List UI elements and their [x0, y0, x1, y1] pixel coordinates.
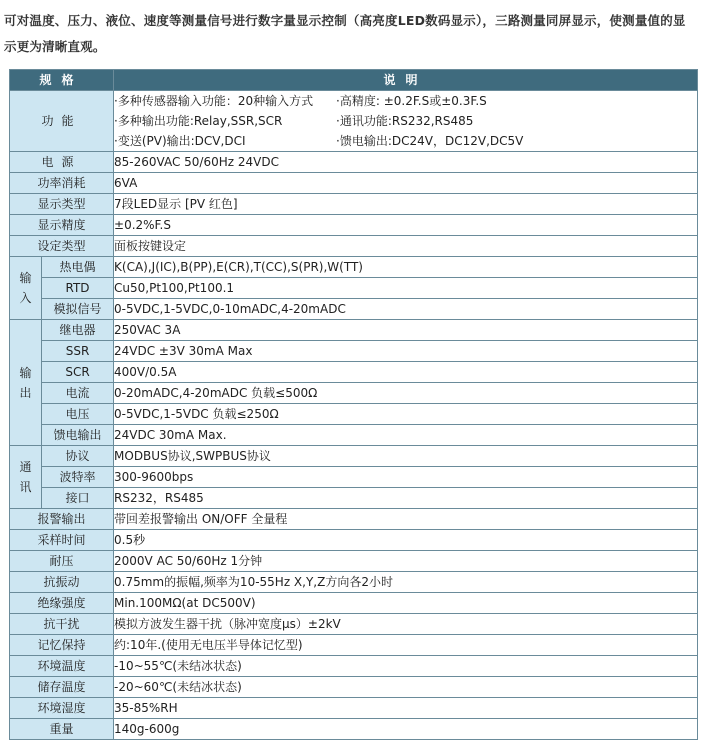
row-value: 400V/0.5A — [114, 362, 698, 383]
row-label: 功率消耗 — [10, 173, 114, 194]
table-row — [10, 614, 698, 635]
header-desc: 说明 — [114, 70, 698, 91]
row-label: 环境温度 — [10, 656, 114, 677]
row-value: 250VAC 3A — [114, 320, 698, 341]
table-row — [10, 91, 698, 152]
row-value: 6VA — [114, 173, 698, 194]
row-value: RS232，RS485 — [114, 488, 698, 509]
row-value: 300-9600bps — [114, 467, 698, 488]
row-label: 绝缘强度 — [10, 593, 114, 614]
row-value: 7段LED显示 [PV 红色] — [114, 194, 698, 215]
row-value: 2000V AC 50/60Hz 1分钟 — [114, 551, 698, 572]
table-row — [10, 719, 698, 740]
intro-paragraph: 可对温度、压力、液位、速度等测量信号进行数字量显示控制（高亮度LED数码显示），三路测量同屏显示，使测量值的显示更为清晰直观。 — [4, 13, 686, 54]
row-label: 馈电输出 — [42, 425, 114, 446]
function-cell — [114, 91, 698, 152]
table-row — [10, 173, 698, 194]
function-line: ·变送(PV)输出:DCV,DCI — [114, 134, 246, 148]
row-value: Cu50,Pt100,Pt100.1 — [114, 278, 698, 299]
row-label: 重量 — [10, 719, 114, 740]
row-value: 0.75mm的振幅,频率为10-55Hz X,Y,Z方向各2小时 — [114, 572, 698, 593]
row-value: 0-5VDC,1-5VDC 负载≤250Ω — [114, 404, 698, 425]
row-value: ±0.2%F.S — [114, 215, 698, 236]
table-row — [10, 257, 698, 278]
table-row — [10, 236, 698, 257]
row-value: 模拟方波发生器干扰（脉冲宽度μs）±2kV — [114, 614, 698, 635]
table-header-row — [10, 70, 698, 91]
row-value: MODBUS协议,SWPBUS协议 — [114, 446, 698, 467]
group-label-output: 输出 — [10, 320, 42, 446]
row-label: SCR — [42, 362, 114, 383]
header-spec: 规格 — [10, 70, 114, 91]
table-row — [10, 509, 698, 530]
table-row — [10, 152, 698, 173]
row-label: 继电器 — [42, 320, 114, 341]
row-label: SSR — [42, 341, 114, 362]
table-row — [10, 362, 698, 383]
table-row — [10, 278, 698, 299]
row-label: RTD — [42, 278, 114, 299]
row-value: -10~55℃(未结冰状态) — [114, 656, 698, 677]
table-row — [10, 488, 698, 509]
function-line: ·多种传感器输入功能：20种输入方式 — [114, 94, 314, 108]
row-value: 24VDC 30mA Max. — [114, 425, 698, 446]
table-row — [10, 194, 698, 215]
table-row — [10, 299, 698, 320]
table-row — [10, 425, 698, 446]
row-value: 0-5VDC,1-5VDC,0-10mADC,4-20mADC — [114, 299, 698, 320]
group-label-input: 输入 — [10, 257, 42, 320]
table-row — [10, 635, 698, 656]
row-label: 电流 — [42, 383, 114, 404]
row-label: 电源 — [10, 152, 114, 173]
table-row — [10, 341, 698, 362]
table-row — [10, 215, 698, 236]
table-row — [10, 446, 698, 467]
row-label: 热电偶 — [42, 257, 114, 278]
table-row — [10, 551, 698, 572]
row-label: 储存温度 — [10, 677, 114, 698]
row-value: 35-85%RH — [114, 698, 698, 719]
row-value: 24VDC ±3V 30mA Max — [114, 341, 698, 362]
row-value: 85-260VAC 50/60Hz 24VDC — [114, 152, 698, 173]
table-row — [10, 530, 698, 551]
table-row — [10, 677, 698, 698]
row-value: 约:10年.(使用无电压半导体记忆型) — [114, 635, 698, 656]
row-value: 0-20mADC,4-20mADC 负载≤500Ω — [114, 383, 698, 404]
row-label: 环境湿度 — [10, 698, 114, 719]
table-row — [10, 320, 698, 341]
row-label: 协议 — [42, 446, 114, 467]
row-label: 耐压 — [10, 551, 114, 572]
row-value: 0.5秒 — [114, 530, 698, 551]
row-value: K(CA),J(IC),B(PP),E(CR),T(CC),S(PR),W(TT) — [114, 257, 698, 278]
row-value: 面板按键设定 — [114, 236, 698, 257]
row-label: 显示类型 — [10, 194, 114, 215]
row-label: 模拟信号 — [42, 299, 114, 320]
table-row — [10, 593, 698, 614]
function-line: ·馈电输出:DC24V，DC12V,DC5V — [336, 134, 524, 148]
row-label: 采样时间 — [10, 530, 114, 551]
row-value: Min.100MΩ(at DC500V) — [114, 593, 698, 614]
row-label: 记忆保持 — [10, 635, 114, 656]
table-row — [10, 383, 698, 404]
row-value: 带回差报警输出 ON/OFF 全量程 — [114, 509, 698, 530]
row-label: 设定类型 — [10, 236, 114, 257]
row-label: 显示精度 — [10, 215, 114, 236]
table-row — [10, 404, 698, 425]
table-row — [10, 698, 698, 719]
row-label: 抗振动 — [10, 572, 114, 593]
row-value: 140g-600g — [114, 719, 698, 740]
row-label-function: 功能 — [10, 91, 114, 152]
row-label: 接口 — [42, 488, 114, 509]
table-row — [10, 656, 698, 677]
row-label: 抗干扰 — [10, 614, 114, 635]
row-label: 报警输出 — [10, 509, 114, 530]
function-line: ·通讯功能:RS232,RS485 — [336, 114, 474, 128]
function-line: ·多种输出功能:Relay,SSR,SCR — [114, 114, 283, 128]
spec-table — [9, 69, 698, 740]
row-value: -20~60℃(未结冰状态) — [114, 677, 698, 698]
row-label: 电压 — [42, 404, 114, 425]
group-label-comm: 通讯 — [10, 446, 42, 509]
function-line: ·高精度: ±0.2F.S或±0.3F.S — [336, 94, 487, 108]
table-row — [10, 572, 698, 593]
row-label: 波特率 — [42, 467, 114, 488]
table-row — [10, 467, 698, 488]
